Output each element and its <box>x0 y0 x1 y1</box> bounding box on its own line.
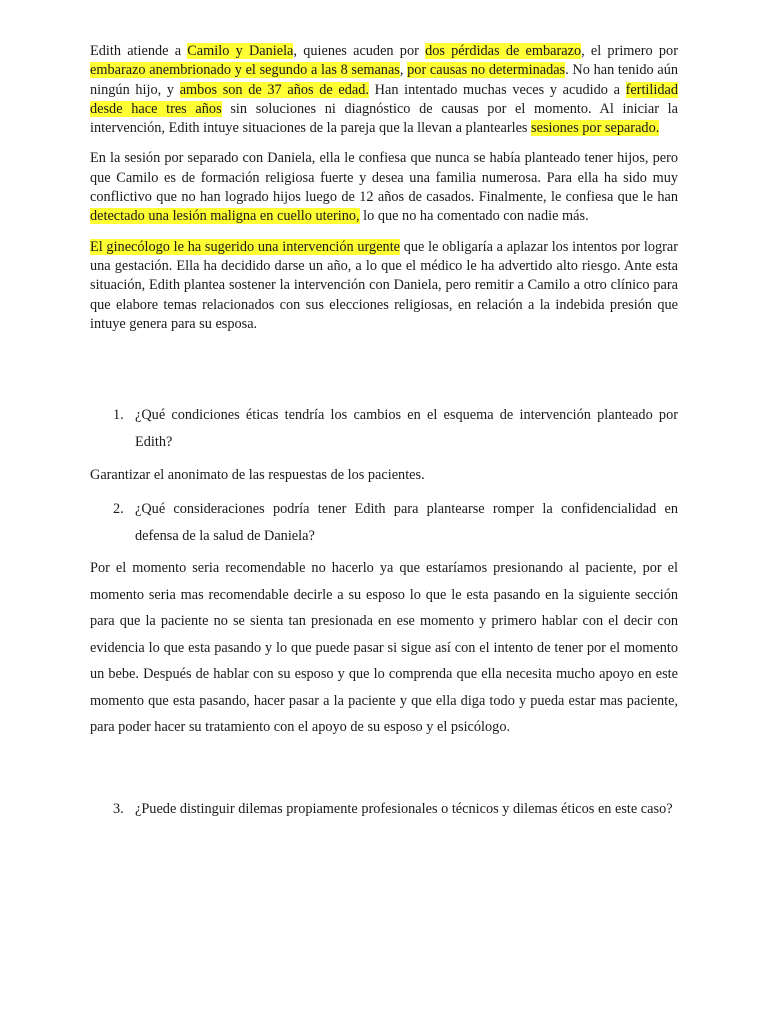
text-segment: , el primero por <box>581 43 678 59</box>
highlighted-text: sesiones por separado. <box>531 120 660 137</box>
question-text: ¿Qué consideraciones podría tener Edith para plantearse romper la confidencialidad en defensa de la salud de Daniela? <box>135 501 678 544</box>
highlighted-text: por causas no determinadas <box>407 62 566 79</box>
text-segment: , quienes acuden por <box>293 43 426 59</box>
case-paragraph-3 <box>90 238 678 334</box>
highlighted-text: dos pérdidas de embarazo <box>425 43 582 59</box>
question-number: 3. <box>113 800 124 817</box>
case-paragraph-1 <box>90 42 678 138</box>
text-segment: sin soluciones ni diagnóstico de causas por el momento. Al iniciar la intervención, Edith intuye situaciones de la pareja que la llevan a plantearles <box>90 100 678 137</box>
question-number: 2. <box>113 501 124 518</box>
text-segment: , <box>399 62 408 79</box>
text-segment: lo que no ha comentado con nadie más. <box>359 208 589 225</box>
question-2 <box>90 496 678 549</box>
question-text: ¿Puede distinguir dilemas propiamente profesionales o técnicos y dilemas éticos en este caso? <box>135 800 673 817</box>
highlighted-text: ambos son de 37 años de edad. <box>179 81 369 98</box>
document-page <box>90 42 678 822</box>
text-segment: . No han tenido aún ningún hijo, y <box>90 62 678 98</box>
blank-space <box>90 455 678 466</box>
question-1 <box>90 402 678 455</box>
highlighted-text: Camilo y Daniela <box>187 43 294 59</box>
text-segment: Han intentado muchas veces y acudido a <box>369 81 626 98</box>
text-segment: En la sesión por separado con Daniela, ella le confiesa que nunca se había planteado tener hijos, pero que Camilo es de formación religiosa fuerte y desea una familia numerosa. Para ella ha sido muy conflictivo que no han logrado hijos luego de 12 años de casados. Finalmente, le confiesa que le han <box>90 150 678 206</box>
text-segment: que le obligaría a aplazar los intentos por lograr una gestación. Ella ha decidido darse un año, a lo que el médico le ha advertido alto riesgo. Ante esta situación, Edith plantea sostener la intervención con Daniela, pero remitir a Camilo a otro clínico para que elabore temas relacionados con sus elecciones religiosas, en relación a la indebida presión que intuye genera para su esposa. <box>90 238 679 332</box>
highlighted-text: El ginecólogo le ha sugerido una intervención urgente <box>90 238 401 255</box>
question-text: ¿Qué condiciones éticas tendría los cambios en el esquema de intervención planteado por Edith? <box>135 407 678 450</box>
blank-space <box>90 741 678 796</box>
answer-1: Garantizar el anonimato de las respuestas de los pacientes. <box>90 467 425 484</box>
text-segment: Edith atiende a <box>90 43 188 59</box>
answer-2: Por el momento seria recomendable no hacerlo ya que estaríamos presionando al paciente, por el momento seria mas recomendable decirle a su esposo lo que le esta pasando en la siguiente sección para que la paciente no se sienta tan presionada en ese momento y primero hablar con el decir con evidencia lo que esta pasando y lo que puede pasar si sigue así con el intento de tener por el momento un bebe. Después de hablar con su esposo y que lo comprenda que ella necesita mucho apoyo en este momento que esta pasando, hacer pasar a la paciente y que ella diga todo y pueda estar mas paciente, para poder hacer su tratamiento con el apoyo de su esposo y el psicólogo. <box>90 560 678 736</box>
blank-space <box>90 345 678 402</box>
highlighted-text: fertilidad desde hace tres años <box>90 81 678 117</box>
highlighted-text: embarazo anembrionado y el segundo a las 8 semanas <box>90 62 400 79</box>
question-3 <box>90 796 678 823</box>
case-paragraph-2 <box>90 149 678 226</box>
question-number: 1. <box>113 407 124 424</box>
highlighted-text: detectado una lesión maligna en cuello uterino, <box>90 208 360 225</box>
